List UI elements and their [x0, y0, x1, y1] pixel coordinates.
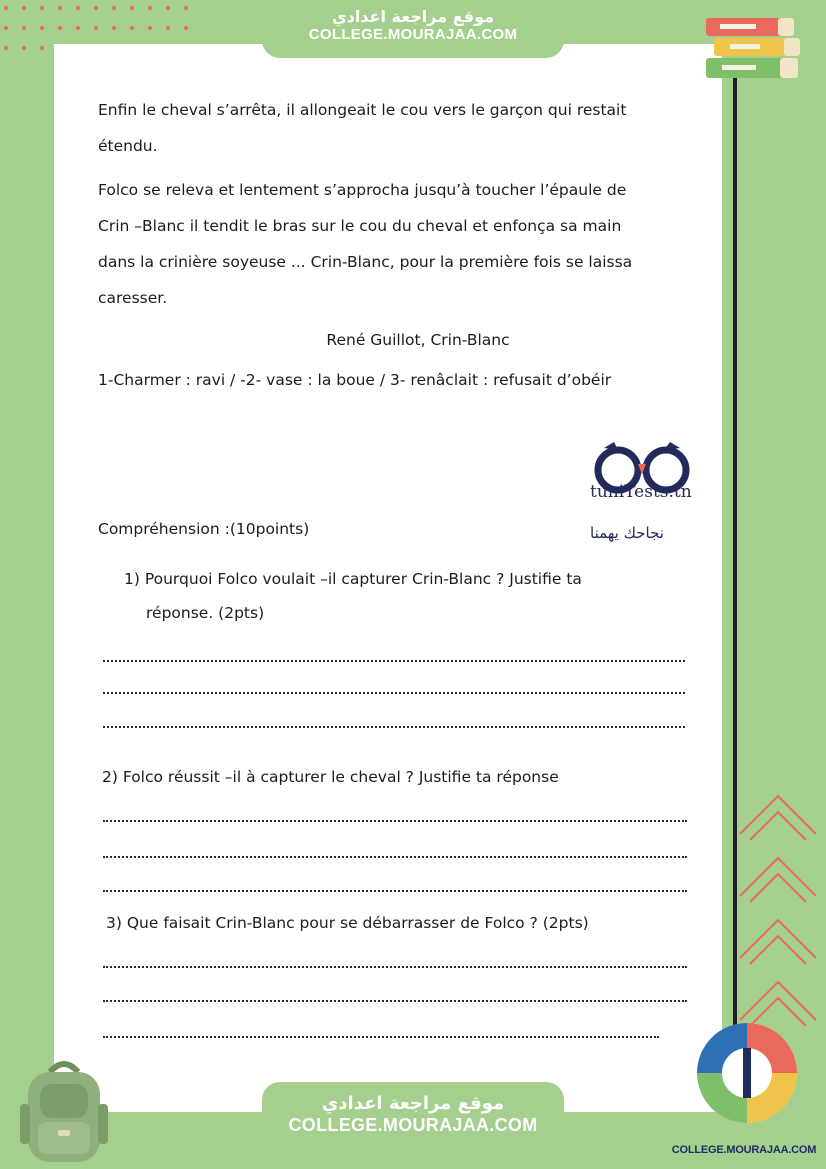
- logo-name: tuniTests.tn: [590, 482, 692, 502]
- top-banner[interactable]: [262, 0, 564, 58]
- vocabulary-notes: 1-Charmer : ravi / -2- vase : la boue / 3- renâclait : refusait d’obéir: [98, 371, 612, 389]
- decorative-dot: [22, 46, 26, 50]
- decorative-dot: [94, 6, 98, 10]
- chevron-up-icon: [736, 790, 820, 1040]
- school-wheel-logo-icon: [692, 1018, 802, 1128]
- question-2-line1: 2) Folco réussit –il à capturer le cheval ? Justifie ta réponse: [102, 768, 559, 786]
- decorative-dot: [184, 6, 188, 10]
- backpack-icon: [14, 1054, 114, 1166]
- top-banner-url[interactable]: COLLEGE.MOURAJAA.COM: [308, 26, 518, 44]
- reading-passage: [98, 92, 698, 398]
- answer-line[interactable]: [103, 1036, 659, 1038]
- decorative-dot: [76, 6, 80, 10]
- question-1-line2: réponse. (2pts): [146, 604, 265, 622]
- answer-line[interactable]: [103, 966, 687, 968]
- decorative-dot: [22, 26, 26, 30]
- decorative-dot: [22, 6, 26, 10]
- decorative-dot: [148, 6, 152, 10]
- question-3-line1: 3) Que faisait Crin-Blanc pour se débarrasser de Folco ? (2pts): [106, 914, 589, 932]
- decorative-dot: [4, 26, 8, 30]
- decorative-dot: [112, 26, 116, 30]
- question-1-line1: 1) Pourquoi Folco voulait –il capturer Crin-Blanc ? Justifie ta: [124, 570, 582, 588]
- decorative-dot: [4, 46, 8, 50]
- decorative-dot: [4, 6, 8, 10]
- question-1: [124, 562, 582, 630]
- passage-line: Folco se releva et lentement s’approcha jusqu’à toucher l’épaule de: [98, 181, 627, 199]
- decorative-dot: [130, 6, 134, 10]
- answer-line[interactable]: [103, 726, 685, 728]
- passage-line: Crin –Blanc il tendit le bras sur le cou du cheval et enfonça sa main: [98, 217, 622, 235]
- decorative-dot: [40, 6, 44, 10]
- decorative-dot: [166, 26, 170, 30]
- question-2: [102, 760, 559, 794]
- bottom-banner[interactable]: [262, 1082, 564, 1169]
- passage-line: Enfin le cheval s’arrêta, il allongeait le cou vers le garçon qui restait: [98, 101, 627, 119]
- answer-line[interactable]: [103, 856, 687, 858]
- decorative-dot: [58, 26, 62, 30]
- decorative-dot: [76, 26, 80, 30]
- answer-line[interactable]: [103, 692, 685, 694]
- decorative-dot: [94, 26, 98, 30]
- answer-line[interactable]: [103, 820, 687, 822]
- decorative-dot: [58, 6, 62, 10]
- comprehension-heading: Compréhension :(10points): [98, 520, 310, 538]
- decorative-dot: [40, 26, 44, 30]
- decorative-dot: [112, 6, 116, 10]
- bottom-banner-url[interactable]: COLLEGE.MOURAJAA.COM: [288, 1114, 538, 1135]
- decorative-dot: [166, 6, 170, 10]
- bottom-banner-arabic: موقع مراجعة اعدادي: [321, 1093, 505, 1114]
- answer-line[interactable]: [103, 1000, 687, 1002]
- books-stack-icon: [700, 10, 810, 90]
- passage-line: caresser.: [98, 289, 168, 307]
- decorative-dot: [130, 26, 134, 30]
- passage-credit: René Guillot, Crin-Blanc: [326, 331, 510, 349]
- answer-line[interactable]: [103, 890, 687, 892]
- logo-slogan: نجاحك يهمنا: [590, 524, 664, 542]
- answer-line[interactable]: [103, 660, 685, 662]
- question-3: [106, 906, 589, 940]
- top-banner-arabic: موقع مراجعة اعدادي: [331, 7, 495, 26]
- passage-line: dans la crinière soyeuse ... Crin-Blanc, pour la première fois se laissa: [98, 253, 633, 271]
- decorative-dot: [148, 26, 152, 30]
- decorative-dot: [184, 26, 188, 30]
- passage-line: étendu.: [98, 137, 158, 155]
- footer-logo-label: COLLEGE.MOURAJAA.COM: [671, 1144, 817, 1156]
- decorative-dot: [40, 46, 44, 50]
